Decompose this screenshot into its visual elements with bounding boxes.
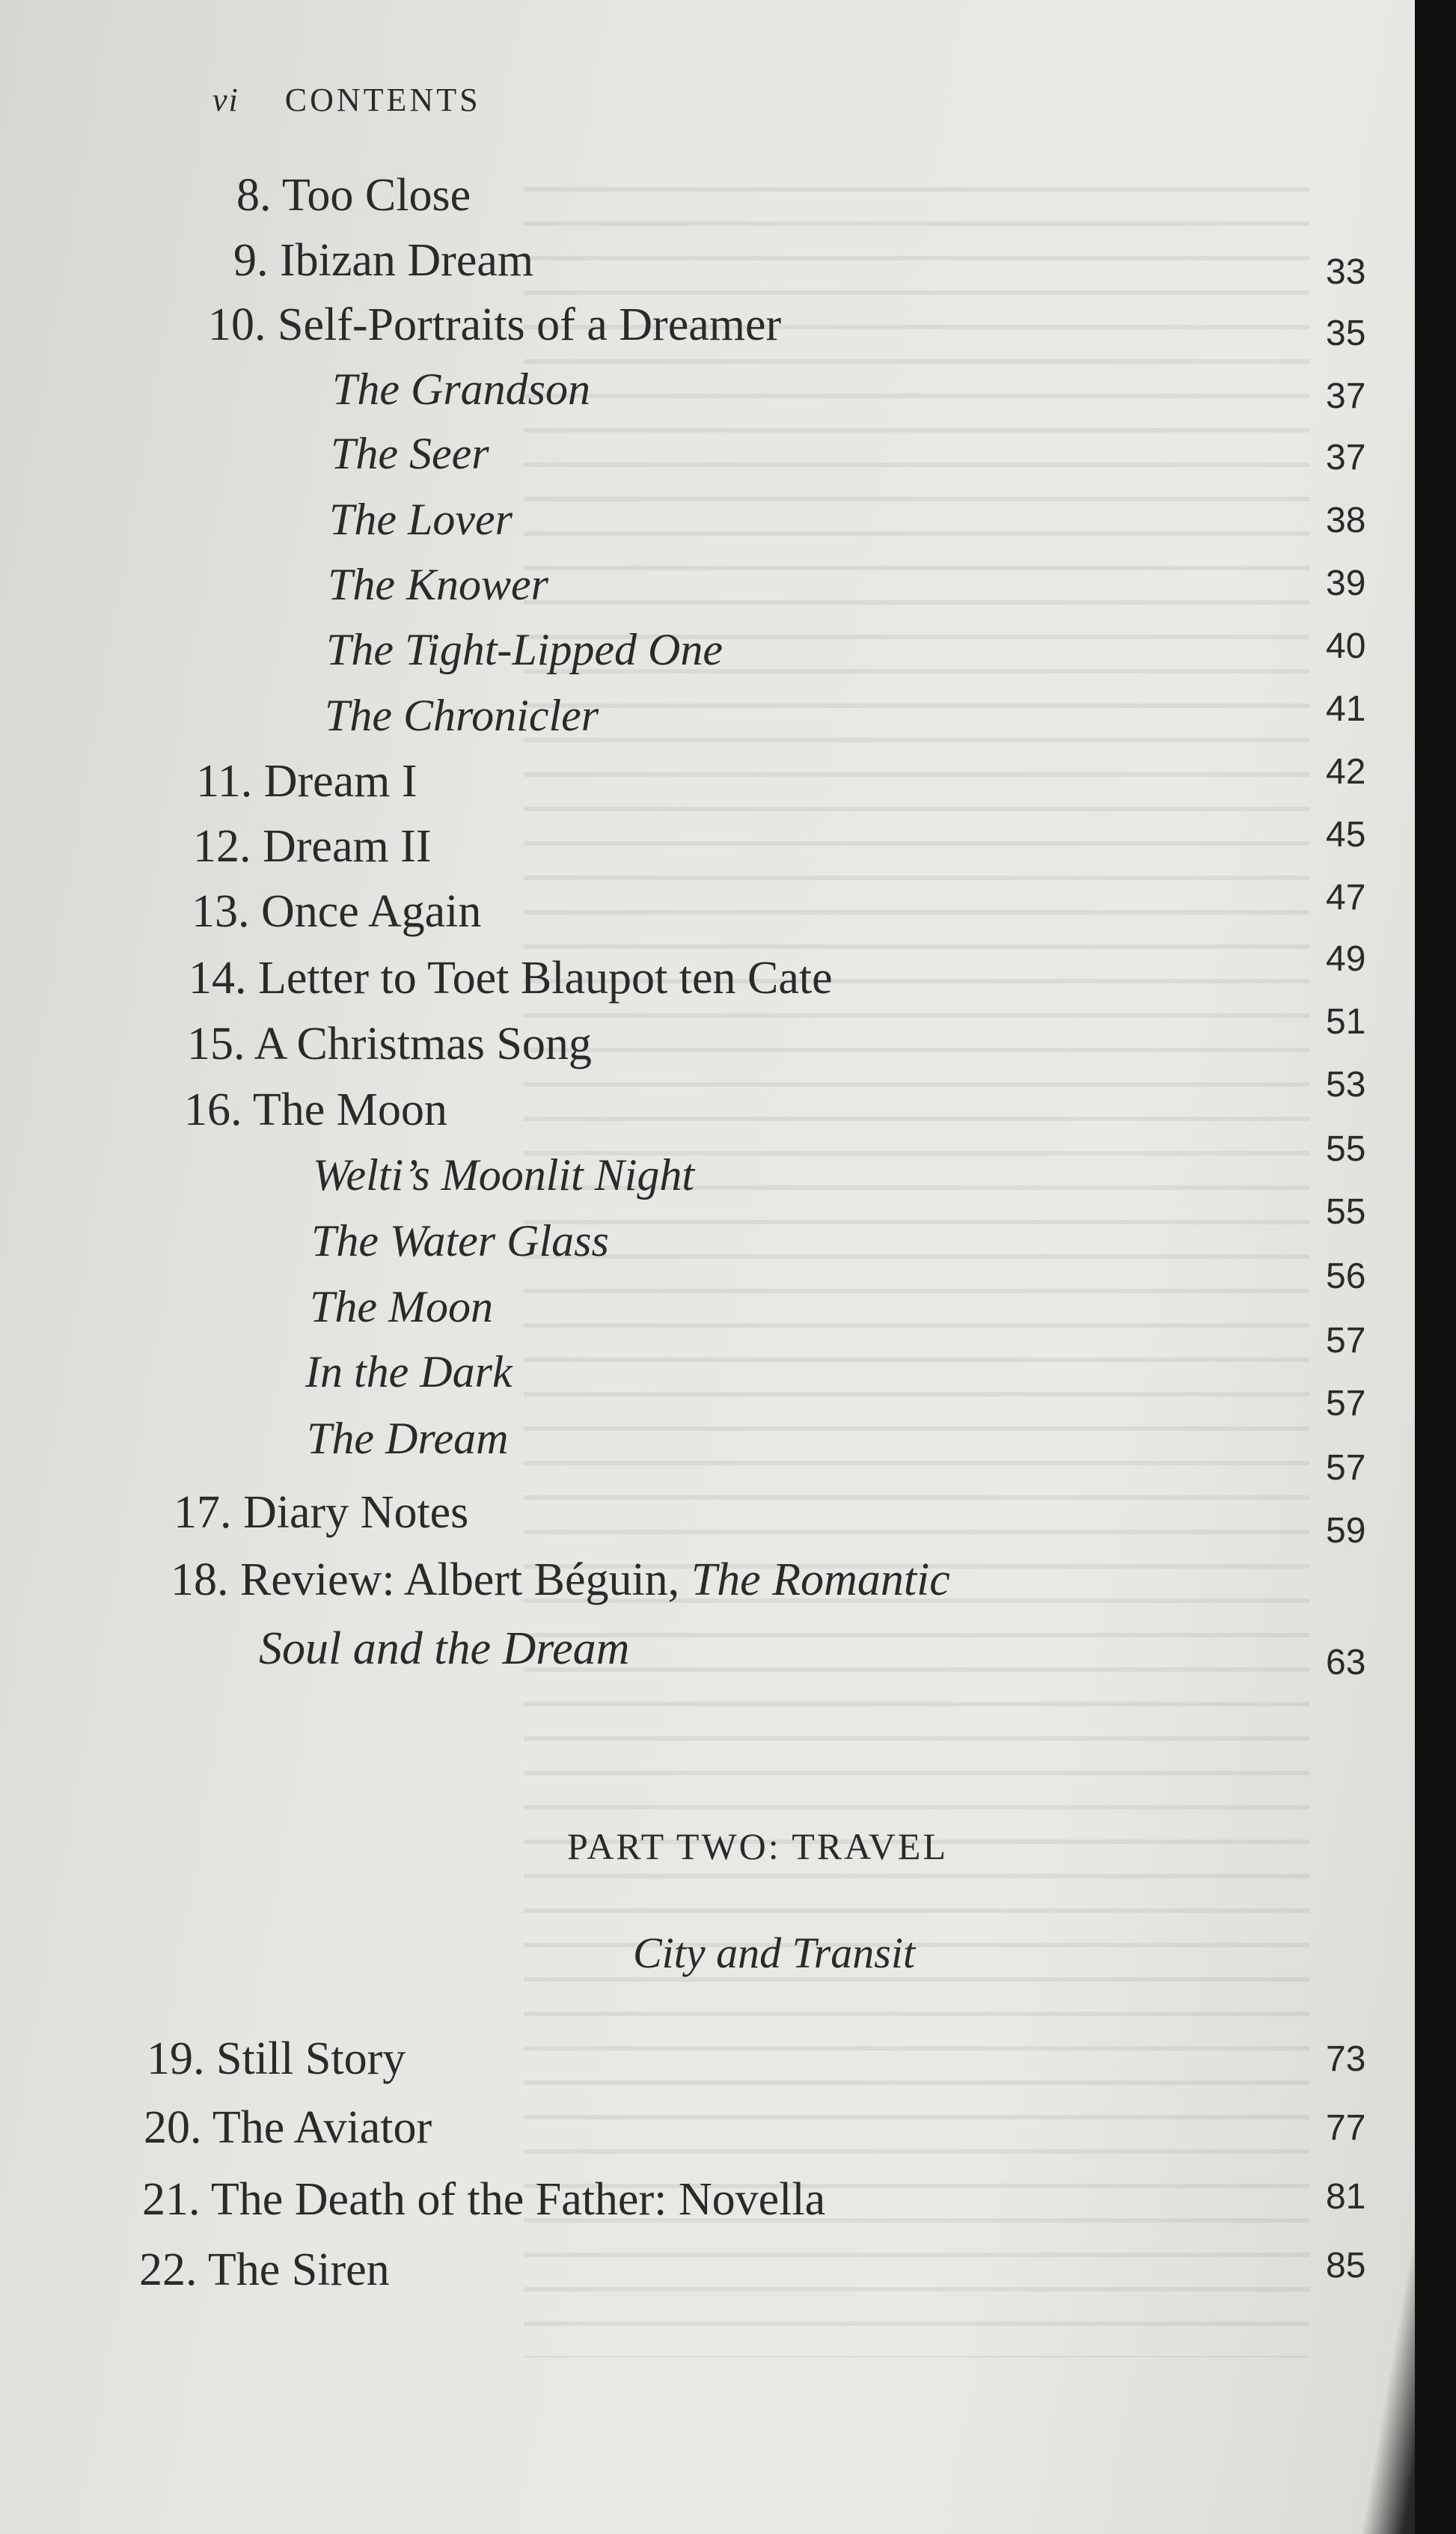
toc-entry-19 <box>147 2033 406 2084</box>
toc-subentry: The Lover <box>329 495 513 544</box>
toc-subentry: The Chronicler <box>325 691 599 740</box>
entry-title: Review: Albert Béguin, <box>240 1554 680 1605</box>
entry-number: 19. <box>147 2033 205 2084</box>
toc-entry-10 <box>208 299 782 350</box>
page-number: 55 <box>1326 1129 1366 1169</box>
page-number: 57 <box>1326 1448 1366 1488</box>
toc-entry-13 <box>192 888 481 935</box>
page-number: 38 <box>1326 501 1366 540</box>
toc-entry-8 <box>236 172 471 219</box>
toc-entry-22 <box>139 2244 390 2295</box>
entry-title: Letter to Toet Blaupot ten Cate <box>258 953 833 1004</box>
toc-subentry: The Tight-Lipped One <box>326 625 724 674</box>
toc-entry-18-continued: Soul and the Dream <box>259 1623 630 1674</box>
page-number: 47 <box>1326 878 1366 918</box>
entry-number: 9. <box>233 235 269 286</box>
page-number: 33 <box>1326 252 1366 292</box>
entry-title: Diary Notes <box>243 1487 469 1538</box>
entry-number: 10. <box>208 299 266 350</box>
toc-subentry: The Seer <box>331 429 489 478</box>
page-number: 57 <box>1326 1384 1366 1423</box>
page-number: 57 <box>1326 1321 1366 1361</box>
page-number: 55 <box>1326 1192 1366 1232</box>
entry-number: 12. <box>193 821 251 872</box>
toc-subentry: The Knower <box>328 560 549 609</box>
entry-title: Once Again <box>261 886 482 937</box>
page-number: 59 <box>1326 1511 1366 1551</box>
part-subheading: City and Transit <box>633 1929 916 1977</box>
toc-subentry: The Grandson <box>332 364 591 414</box>
entry-number: 22. <box>139 2244 198 2295</box>
entry-number: 21. <box>142 2174 201 2225</box>
entry-title: Too Close <box>281 170 471 221</box>
entry-title: The Siren <box>207 2244 390 2295</box>
toc-entry-14 <box>189 953 833 1004</box>
page-number: 53 <box>1326 1065 1366 1105</box>
page-number: 42 <box>1326 752 1366 792</box>
toc-entry-18 <box>171 1554 950 1605</box>
toc-subentry: In the Dark <box>305 1347 513 1396</box>
book-spine-shadow <box>1415 0 1456 2534</box>
page-number: 35 <box>1326 314 1366 353</box>
entry-title: The Aviator <box>212 2102 432 2153</box>
entry-title: Dream I <box>263 756 417 807</box>
entry-number: 13. <box>192 886 250 937</box>
page-folio: vi <box>212 82 239 118</box>
toc-entry-16 <box>184 1084 447 1135</box>
page-number: 85 <box>1326 2246 1366 2286</box>
page-number: 37 <box>1326 438 1366 477</box>
entry-title-italic: The Romantic <box>691 1554 950 1605</box>
page-number: 41 <box>1326 689 1366 729</box>
toc-entry-12 <box>193 823 431 870</box>
page-number: 51 <box>1326 1002 1366 1042</box>
page-number: 45 <box>1326 815 1366 855</box>
entry-title: The Moon <box>252 1084 447 1135</box>
toc-subentry: Welti’s Moonlit Night <box>313 1150 695 1200</box>
part-heading: PART TWO: TRAVEL <box>567 1825 948 1867</box>
toc-subentry: The Moon <box>310 1282 493 1331</box>
toc-entry-11 <box>196 758 417 805</box>
entry-number: 17. <box>174 1487 232 1538</box>
page-number: 49 <box>1326 939 1366 979</box>
page-number: 37 <box>1326 376 1366 416</box>
toc-subentry: The Dream <box>307 1414 509 1463</box>
toc-entry-15 <box>187 1021 592 1067</box>
entry-number: 14. <box>189 953 247 1004</box>
entry-title: Self-Portraits of a Dreamer <box>278 299 782 350</box>
show-through-text <box>524 187 1309 2357</box>
entry-title: Dream II <box>263 821 432 872</box>
page-number: 39 <box>1326 564 1366 603</box>
entry-title: The Death of the Father: Novella <box>210 2174 826 2225</box>
entry-title: Still Story <box>216 2033 406 2084</box>
entry-number: 15. <box>187 1019 245 1069</box>
page-number: 77 <box>1326 2108 1366 2148</box>
page-number: 56 <box>1326 1257 1366 1296</box>
page-header <box>212 81 481 119</box>
toc-entry-21 <box>142 2176 825 2223</box>
page-number: 40 <box>1326 626 1366 666</box>
toc-entry-9 <box>233 237 533 284</box>
entry-number: 11. <box>196 756 253 807</box>
entry-title: A Christmas Song <box>254 1019 592 1069</box>
entry-number: 16. <box>184 1084 242 1135</box>
toc-subentry: The Water Glass <box>311 1216 609 1266</box>
toc-entry-20 <box>144 2104 432 2151</box>
toc-entry-17 <box>174 1489 468 1536</box>
entry-title: Ibizan Dream <box>280 235 534 286</box>
page-number: 81 <box>1326 2177 1366 2217</box>
entry-number: 20. <box>144 2102 202 2153</box>
running-title: CONTENTS <box>284 82 481 118</box>
entry-number: 8. <box>236 170 272 221</box>
page-number: 73 <box>1326 2039 1366 2079</box>
entry-number: 18. <box>171 1554 229 1605</box>
page-number: 63 <box>1326 1643 1366 1682</box>
